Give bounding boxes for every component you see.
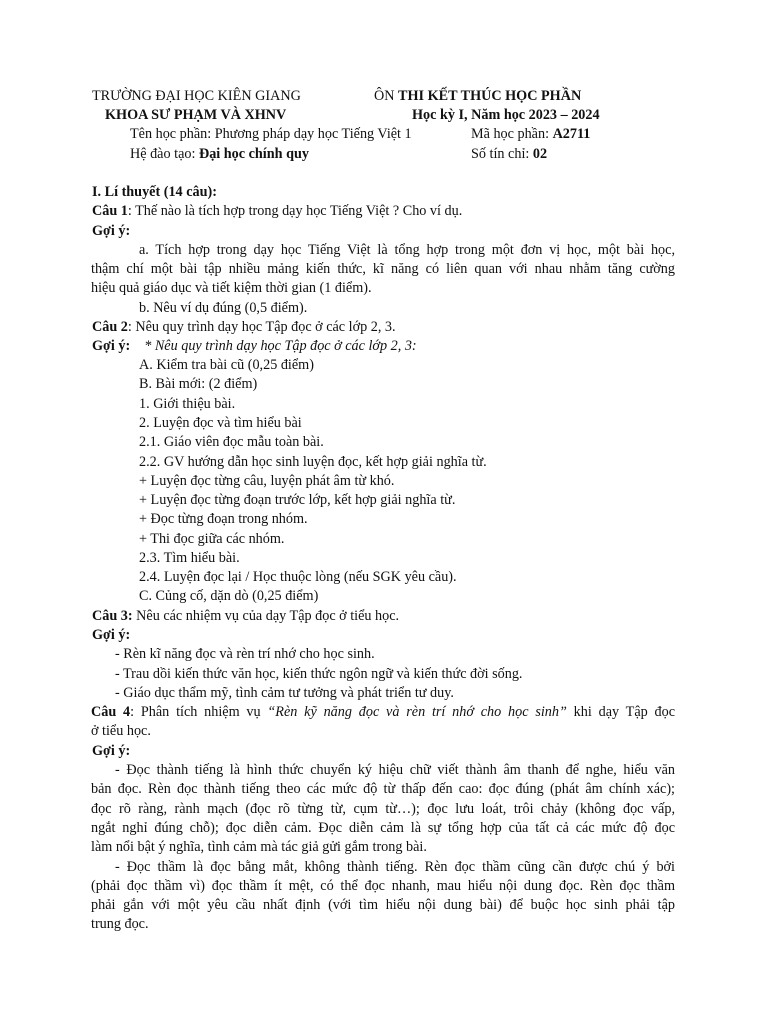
credits-info bbox=[471, 145, 547, 164]
question-2-text: : Nêu quy trình dạy học Tập đọc ở các lớp 2, 3. bbox=[127, 319, 396, 335]
course-name: Tên học phần: Phương pháp dạy học Tiếng Việt 1 bbox=[130, 126, 412, 142]
step-item: + Thi đọc giữa các nhóm. bbox=[139, 531, 285, 547]
question-1-label: Câu 1 bbox=[92, 203, 128, 219]
university-name: TRƯỜNG ĐẠI HỌC KIÊN GIANG bbox=[92, 88, 301, 104]
question-4-text-italic: “Rèn kỹ năng đọc và rèn trí nhớ cho học sinh” bbox=[267, 704, 567, 720]
section-title: I. Lí thuyết (14 câu): bbox=[92, 184, 217, 200]
question-3 bbox=[92, 607, 399, 626]
question-1-answer-a-line3: hiệu quả giáo dục và tiết kiệm thời gian (1 điểm). bbox=[91, 280, 372, 296]
step-item: 2.1. Giáo viên đọc mẫu toàn bài. bbox=[139, 434, 324, 450]
question-2-label: Câu 2 bbox=[92, 319, 128, 335]
question-2-hint bbox=[92, 337, 417, 356]
question-2 bbox=[92, 318, 396, 337]
step-item: 2.2. GV hướng dẫn học sinh luyện đọc, kết hợp giải nghĩa từ. bbox=[139, 454, 487, 470]
list-item: - Rèn kĩ năng đọc và rèn trí nhớ cho học sinh. bbox=[115, 646, 375, 662]
step-item: 2.3. Tìm hiểu bài. bbox=[139, 550, 240, 566]
step-item: + Đọc từng đoạn trong nhóm. bbox=[139, 511, 308, 527]
step-item: 2. Luyện đọc và tìm hiểu bài bbox=[139, 415, 302, 431]
question-3-hint-label: Gợi ý: bbox=[92, 627, 131, 643]
question-4 bbox=[91, 703, 675, 722]
step-item: B. Bài mới: (2 điểm) bbox=[139, 376, 258, 392]
question-4-text-pre: : Phân tích nhiệm vụ bbox=[130, 704, 268, 720]
step-item: + Luyện đọc từng câu, luyện phát âm từ khó. bbox=[139, 473, 395, 489]
paragraph-line: đọc rõ ràng, rành mạch (đọc rõ từng từ, cụm từ…); đọc lưu loát, trôi chảy (không đọc vấp, bbox=[91, 801, 675, 817]
question-2-hint-text: * Nêu quy trình dạy học Tập đọc ở các lớp 2, 3: bbox=[144, 338, 417, 354]
paragraph-line: (phải đọc thầm vì) đọc thầm ít mệt, có thể đọc nhanh, mau hiểu nội dung đọc. Rèn đọc thầm bbox=[91, 878, 675, 894]
step-item: A. Kiểm tra bài cũ (0,25 điểm) bbox=[139, 357, 314, 373]
question-4-label: Câu 4 bbox=[91, 704, 131, 720]
program-info bbox=[130, 145, 309, 164]
question-4-text-post: khi dạy Tập đọc bbox=[566, 704, 675, 720]
question-2-hint-label: Gợi ý: bbox=[92, 338, 131, 354]
exam-prefix: ÔN bbox=[374, 88, 395, 104]
program-value: Đại học chính quy bbox=[198, 146, 309, 162]
semester-info: Học kỳ I, Năm học 2023 – 2024 bbox=[412, 107, 600, 123]
step-item: 2.4. Luyện đọc lại / Học thuộc lòng (nếu SGK yêu cầu). bbox=[139, 569, 457, 585]
paragraph-line: bản đọc. Rèn đọc thành tiếng theo các mức độ từ thấp đến cao: đọc đúng (phát âm chính xác); bbox=[91, 781, 675, 797]
paragraph-line: - Đọc thành tiếng là hình thức chuyển ký hiệu chữ viết thành âm thanh để nghe, hiểu văn bbox=[115, 762, 675, 778]
exam-title-text: THI KẾT THÚC HỌC PHẦN bbox=[398, 88, 582, 104]
question-1 bbox=[92, 202, 462, 221]
question-1-answer-a-line1: a. Tích hợp trong dạy học Tiếng Việt là tổng hợp trong một đơn vị học, một bài học, bbox=[139, 242, 675, 258]
question-1-answer-b: b. Nêu ví dụ đúng (0,5 điểm). bbox=[139, 300, 308, 316]
credits-label: Số tín chỉ: bbox=[471, 146, 530, 162]
paragraph-line: phải gắn với một yêu cầu nhất định (với tìm hiểu nội dung bài) để buộc học sinh phải tập bbox=[91, 897, 675, 913]
list-item: - Giáo dục thẩm mỹ, tình cảm tư tưởng và phát triển tư duy. bbox=[115, 685, 454, 701]
exam-title bbox=[374, 87, 581, 106]
list-item: - Trau dồi kiến thức văn học, kiến thức ngôn ngữ và kiến thức đời sống. bbox=[115, 666, 523, 682]
paragraph-line: ngắt nghỉ đúng chỗ); đọc diễn cảm. Đọc diễn cảm là sự tổng hợp của tất cả các mức độ đọc bbox=[91, 820, 675, 836]
paragraph-line: làm nổi bật ý nghĩa, tình cảm mà tác giả gửi gắm trong bài. bbox=[91, 839, 427, 855]
question-1-text: : Thế nào là tích hợp trong dạy học Tiếng Việt ? Cho ví dụ. bbox=[127, 203, 463, 219]
question-3-text: Nêu các nhiệm vụ của dạy Tập đọc ở tiểu học. bbox=[132, 608, 400, 624]
credits-value: 02 bbox=[532, 146, 548, 162]
step-item: + Luyện đọc từng đoạn trước lớp, kết hợp giải nghĩa từ. bbox=[139, 492, 456, 508]
paragraph-line: - Đọc thầm là đọc bằng mắt, không thành tiếng. Rèn đọc thầm cũng cần được chú ý bởi bbox=[115, 859, 675, 875]
question-1-hint-label: Gợi ý: bbox=[92, 223, 131, 239]
course-code-label: Mã học phần: bbox=[471, 126, 550, 142]
question-4-text-line2: ở tiểu học. bbox=[91, 723, 151, 739]
question-4-hint-label: Gợi ý: bbox=[92, 743, 131, 759]
step-item: C. Củng cố, dặn dò (0,25 điểm) bbox=[139, 588, 319, 604]
course-code bbox=[471, 125, 590, 144]
question-1-answer-a-line2: thậm chí một bài tập nhiều mảng kiến thức, kĩ năng có liên quan với nhau nhằm tăng cường bbox=[91, 261, 675, 277]
faculty-name: KHOA SƯ PHẠM VÀ XHNV bbox=[105, 107, 287, 123]
question-3-label: Câu 3: bbox=[92, 608, 133, 624]
program-label: Hệ đào tạo: bbox=[130, 146, 196, 162]
step-item: 1. Giới thiệu bài. bbox=[139, 396, 236, 412]
course-code-value: A2711 bbox=[552, 126, 591, 142]
paragraph-line: trung đọc. bbox=[91, 916, 149, 932]
